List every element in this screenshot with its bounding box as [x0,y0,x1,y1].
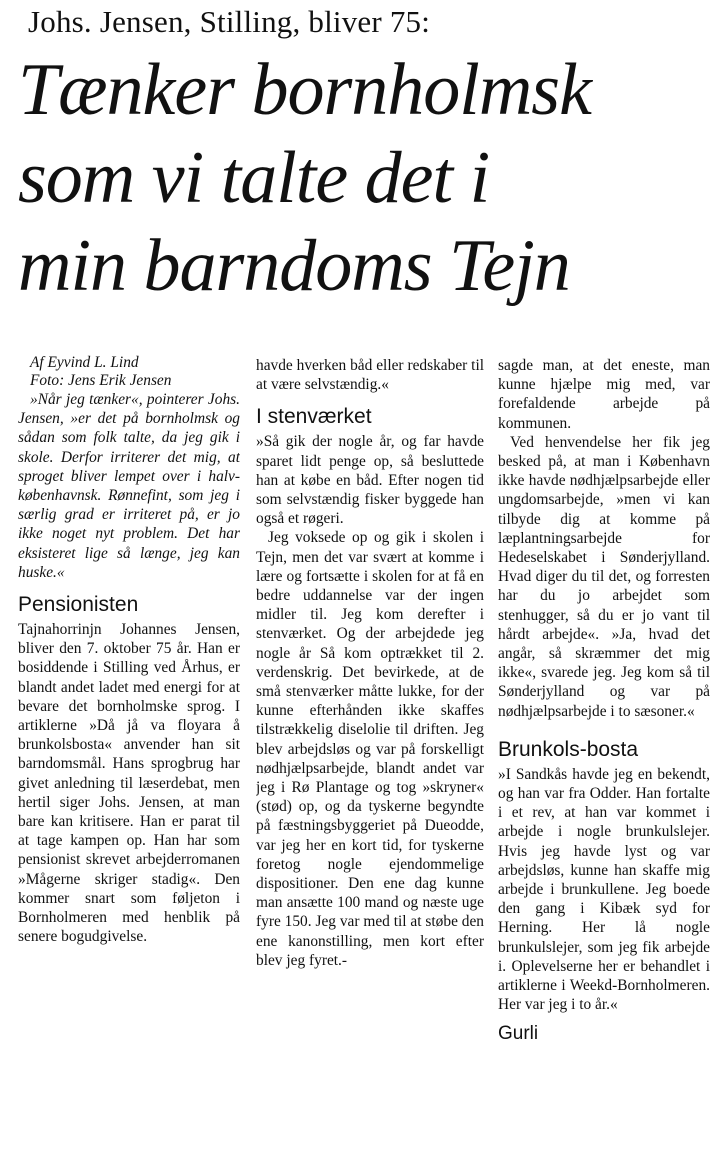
headline-line-3: min barndoms Tejn [18,225,570,307]
byline-author: Af Eyvind L. Lind [30,354,139,371]
headline-line-1: Tænker bornholmsk [18,49,591,131]
subhead-brunkols-bosta: Brunkols-bosta [498,737,639,761]
body-text: Jeg voksede op og gik i skolen i Tejn, men det var svært at komme i lære og fortsætte i skolen for at få en bedre uddannelse var der ingen midler til. Jeg kom derefter i stenværket. Og der arbejdede jeg nogle år Så kom optrækket til 2. verdenskrig. Det bevirkede, at de små stenværker måtte lukke, for der kunne efterhånden ikke skaffes tilstrækkelig diselolie til driften. Jeg blev arbejdsløs og var på forskelligt nødhjælpsarbejde, blandt andet var jeg i Rø Plantage og tog »skryner« (stød) op, og da tyskerne begyndte på fæstningsbyggeriet på Dueodde, var jeg her en kort tid, for tyskerne foretog nogle ejendommelige dispositioner. Den ene dag kunne man ansætte 100 mand og næste uge fyre 150. Jeg var med til at støbe den ene kanonstilling, men kort efter blev jeg fyret.- [256,529,484,969]
body-text: »Så gik der nogle år, og far havde sparet lidt penge op, så besluttede han at købe en båd. Efter nogen tid som selvstændig fisker byggede han også et røgeri. [256,433,484,528]
column-2 [256,356,484,1164]
byline-photo: Foto: Jens Erik Jensen [30,372,172,389]
body-text: Tajnahorrinjn Johannes Jensen, bliver den 7. oktober 75 år. Han er bosiddende i Stilling ved Århus, er blandt andet ladet med energi for at bevare det bornholmske sprog. I artiklerne »Då jå va floyara å brunkolsbosta« anvender han sit barndomsmål. Hans sprogbrug har givet anledning til læserdebat, men hertil siger Johs. Jensen, at man bare kan kritisere. Han er parat til at tage kampen op. Han har som pensionist skrevet arbejderromanen »Mågerne skriger stadig«. Den kommer snart som føljeton i Bornholmeren med henblik på senere bogudgivelse. [18,621,240,946]
column-3 [498,356,710,1164]
body-text: »I Sandkås havde jeg en bekendt, og han var fra Odder. Han fortalte i et rev, at han var kommet i arbejde i nogle brunkulslejer. Hvis jeg havde lyst og var arbejdsløs, kunne han skaffe mig arbejde i brunkullene. Jeg boede den gang i Kibæk syd for Herning. Her lå nogle brunkulslejer, som jeg fik arbejde i. Oplevelserne her er behandlet i artiklerne i Weekd-Bornholmeren. Her var jeg i to år.« [498,765,710,1014]
subhead-pensionisten: Pensionisten [18,593,139,617]
body-text: Ved henvendelse her fik jeg besked på, at man i København ikke havde nødhjælpsarbejde eller ungdomsarbejde, »men vi kan tilbyde dig at komme på læplantningsarbejde for Hedeselskabet i Sønderjylland. Hvad diger du til det, og forresten har du jo arbejdet som stenhugger, så du er jo vant til hårdt arbejde«. »Ja, hvad det angår, så skræmmer det mig ikke«, svarede jeg. Jeg kom så til Sønderjylland og var på nødhjælpsarbejde i to sæsoner.« [498,433,710,720]
column-1 [18,354,240,1162]
subhead-i-stenvaerket: I stenværket [256,405,372,429]
subhead-gurli: Gurli [498,1022,539,1044]
body-text: havde hverken båd eller redskaber til at være selvstændig.« [256,357,484,394]
headline [18,46,708,310]
intro-quote: »Når jeg tænker«, pointerer Johs. Jensen, »er det på bornholmsk og sådan som folk talte, da jeg gik i skole. Derfor irriterer det mig, at sproget bliver lempet over i halv-københavnsk. Rønnefint, som jeg i særlig grad er irriteret på, er jo ikke noget nyt problem. Det har eksisteret lige så længe, jeg kan huske.« [18,391,240,581]
body-text: sagde man, at det eneste, man kunne hjælpe mig med, var forefaldende arbejde på kommunen. [498,357,710,432]
headline-line-2: som vi talte det i [18,137,490,219]
byline [18,354,240,390]
kicker: Johs. Jensen, Stilling, bliver 75: [28,4,431,39]
